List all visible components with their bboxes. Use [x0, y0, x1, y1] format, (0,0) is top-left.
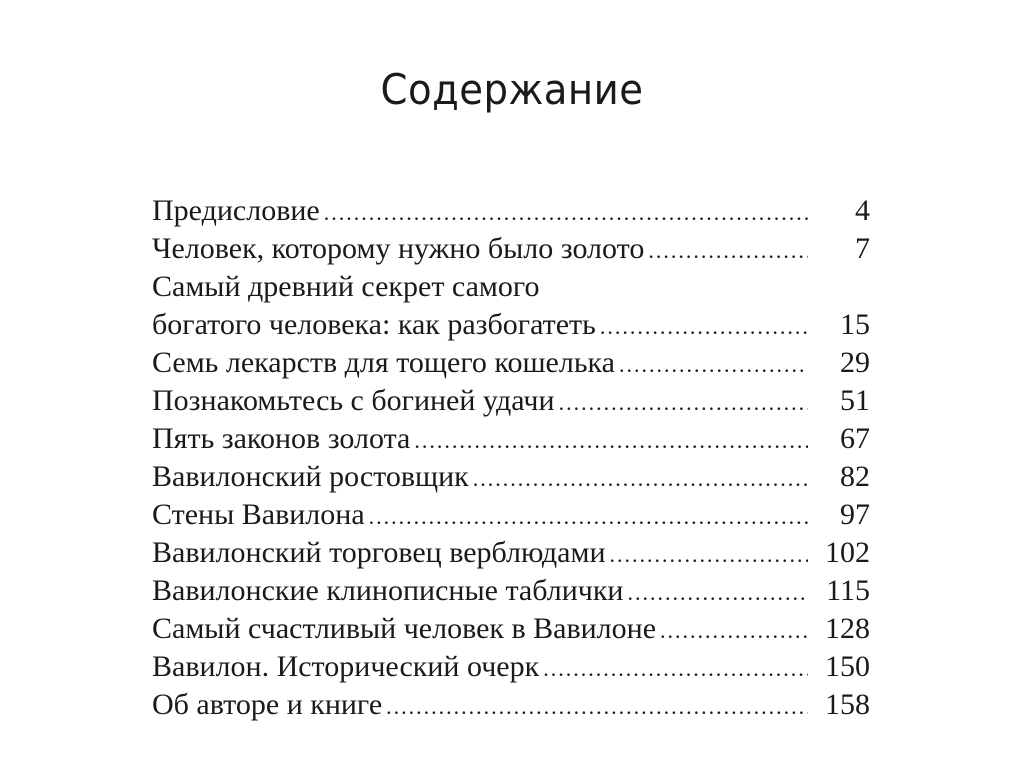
toc-entry-title: Об авторе и книге — [152, 688, 383, 721]
toc-entry[interactable] — [152, 610, 870, 648]
toc-entry[interactable] — [152, 382, 870, 420]
dot-leader — [660, 612, 808, 650]
dot-leader — [369, 498, 808, 536]
toc-entry-page: 97 — [840, 498, 870, 531]
toc-entry-page: 15 — [840, 308, 870, 341]
dot-leader — [619, 346, 808, 384]
toc-entry[interactable] — [152, 306, 870, 344]
toc-entry-page: 115 — [826, 574, 870, 607]
dot-leader — [559, 384, 808, 422]
toc-entry-title: Вавилонский ростовщик — [152, 460, 469, 493]
toc-entry-title: Самый счастливый человек в Вавилоне — [152, 612, 657, 645]
toc-entry[interactable] — [152, 686, 870, 724]
toc-entry[interactable] — [152, 420, 870, 458]
dot-leader — [600, 308, 808, 346]
dot-leader — [610, 536, 808, 574]
toc-entry-title: Вавилон. Исторический очерк — [152, 650, 540, 683]
toc-entry[interactable] — [152, 192, 870, 230]
toc-entry-title: Познакомьтесь с богиней удачи — [152, 384, 555, 417]
toc-entry-title: Человек, которому нужно было золото — [152, 232, 645, 265]
toc-entry[interactable] — [152, 534, 870, 572]
toc-entry-title: Пять законов золота — [152, 422, 411, 455]
toc-entry[interactable] — [152, 496, 870, 534]
toc-entry-page: 158 — [825, 688, 870, 721]
toc-entry-title: Вавилонский торговец верблюдами — [152, 536, 606, 569]
dot-leader — [628, 574, 809, 612]
toc-entry-page: 51 — [840, 384, 870, 417]
toc-entry-page: 82 — [840, 460, 870, 493]
dot-leader — [386, 688, 808, 726]
toc-entry-page: 29 — [840, 346, 870, 379]
toc-entry-page: 7 — [855, 232, 870, 265]
toc-entry-title-line1: Самый древний секрет самого — [152, 270, 540, 303]
page-title: Содержание — [380, 65, 644, 114]
toc-entry[interactable] — [152, 230, 870, 268]
dot-leader — [324, 194, 808, 232]
toc-entry[interactable] — [152, 572, 870, 610]
toc-entry-title: Стены Вавилона — [152, 498, 365, 531]
table-of-contents — [152, 192, 870, 724]
toc-entry-page: 4 — [855, 194, 870, 227]
toc-entry-page: 128 — [825, 612, 870, 645]
toc-entry-page: 67 — [840, 422, 870, 455]
dot-leader — [648, 232, 808, 270]
toc-entry[interactable] — [152, 344, 870, 382]
dot-leader — [543, 650, 808, 688]
toc-entry[interactable] — [152, 648, 870, 686]
dot-leader — [414, 422, 808, 460]
toc-entry-title: Вавилонские клинописные таблички — [152, 574, 624, 607]
toc-entry-title: богатого человека: как разбогатеть — [152, 308, 596, 341]
toc-entry-first-line[interactable] — [152, 268, 870, 306]
toc-entry[interactable] — [152, 458, 870, 496]
dot-leader — [473, 460, 808, 498]
toc-entry-page: 150 — [825, 650, 870, 683]
toc-entry-title: Семь лекарств для тощего кошелька — [152, 346, 615, 379]
toc-entry-title: Предисловие — [152, 194, 320, 227]
toc-entry-page: 102 — [825, 536, 870, 569]
